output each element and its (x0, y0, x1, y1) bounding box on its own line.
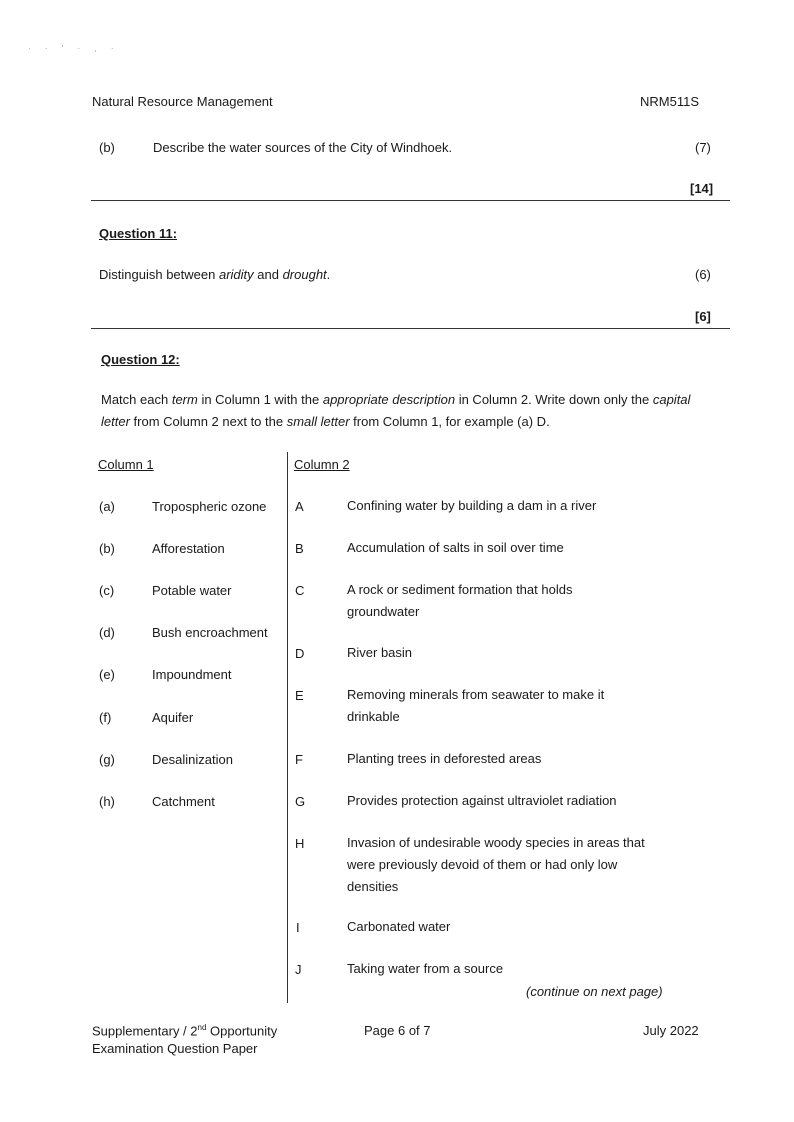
col2-letter-g: G (295, 794, 306, 809)
col1-label-g: (g) (99, 752, 115, 767)
col2-desc-g: Provides protection against ultraviolet radiation (347, 793, 617, 808)
q10b-label: (b) (99, 140, 115, 155)
col2-letter-i: I (296, 920, 300, 935)
footer-exam-type: Supplementary / 2nd Opportunity (92, 1023, 278, 1039)
divider-1 (91, 200, 730, 201)
col2-desc-d: River basin (347, 645, 413, 660)
column-2-header: Column 2 (294, 457, 350, 472)
q11-total-marks: [6] (695, 309, 711, 324)
col1-label-h: (h) (99, 794, 115, 809)
col1-label-f: (f) (99, 710, 112, 725)
col2-letter-j: J (295, 962, 302, 977)
col1-term-b: Afforestation (152, 541, 225, 556)
q10-total-marks: [14] (690, 181, 714, 196)
exam-date: July 2022 (643, 1023, 699, 1038)
col2-letter-c: C (295, 583, 305, 598)
column-divider (287, 452, 288, 1003)
col2-letter-f: F (295, 752, 303, 767)
col2-desc-e: Removing minerals from seawater to make it drinkable (347, 687, 605, 724)
q11-marks: (6) (695, 267, 711, 282)
col2-letter-b: B (295, 541, 304, 556)
col2-desc-c: A rock or sediment formation that holds groundwater (347, 582, 573, 619)
q11-title: Question 11: (99, 226, 178, 241)
footer-paper-type: Examination Question Paper (92, 1041, 258, 1056)
continue-note: (continue on next page) (526, 984, 663, 999)
col2-desc-b: Accumulation of salts in soil over time (347, 540, 564, 555)
col2-letter-d: D (295, 646, 305, 661)
col1-label-e: (e) (99, 667, 115, 682)
col2-letter-a: A (295, 499, 304, 514)
col1-term-h: Catchment (152, 794, 215, 809)
col1-term-g: Desalinization (152, 752, 233, 767)
col2-desc-j: Taking water from a source (347, 961, 504, 976)
scan-specks: · · ' · , · (28, 44, 120, 53)
col1-label-c: (c) (99, 583, 115, 598)
col1-term-f: Aquifer (152, 710, 194, 725)
course-code: NRM511S (640, 94, 700, 109)
col2-letter-h: H (295, 836, 305, 851)
col2-desc-i: Carbonated water (347, 919, 451, 934)
col1-term-c: Potable water (152, 583, 232, 598)
q11-text: Distinguish between aridity and drought. (99, 267, 331, 282)
col2-desc-f: Planting trees in deforested areas (347, 751, 542, 766)
q12-title: Question 12: (101, 352, 180, 367)
divider-2 (91, 328, 730, 329)
q10b-text: Describe the water sources of the City of Windhoek. (153, 140, 453, 155)
col1-label-a: (a) (99, 499, 115, 514)
col2-desc-a: Confining water by building a dam in a river (347, 498, 597, 513)
q12-instructions: Match each term in Column 1 with the appropriate description in Column 2. Write down only the capital letter from Column 2 next to the small letter from Column 1, for example (a) D. (101, 392, 691, 429)
course-title: Natural Resource Management (92, 94, 273, 109)
col1-term-a: Tropospheric ozone (152, 499, 267, 514)
column-1-header: Column 1 (98, 457, 154, 472)
col1-term-d: Bush encroachment (152, 625, 268, 640)
col2-letter-e: E (295, 688, 304, 703)
col1-label-b: (b) (99, 541, 115, 556)
q10b-marks: (7) (695, 140, 711, 155)
page-number: Page 6 of 7 (364, 1023, 431, 1038)
col1-term-e: Impoundment (152, 667, 232, 682)
col2-desc-h: Invasion of undesirable woody species in areas that were previously devoid of them or had only low densities (347, 835, 645, 894)
col1-label-d: (d) (99, 625, 115, 640)
